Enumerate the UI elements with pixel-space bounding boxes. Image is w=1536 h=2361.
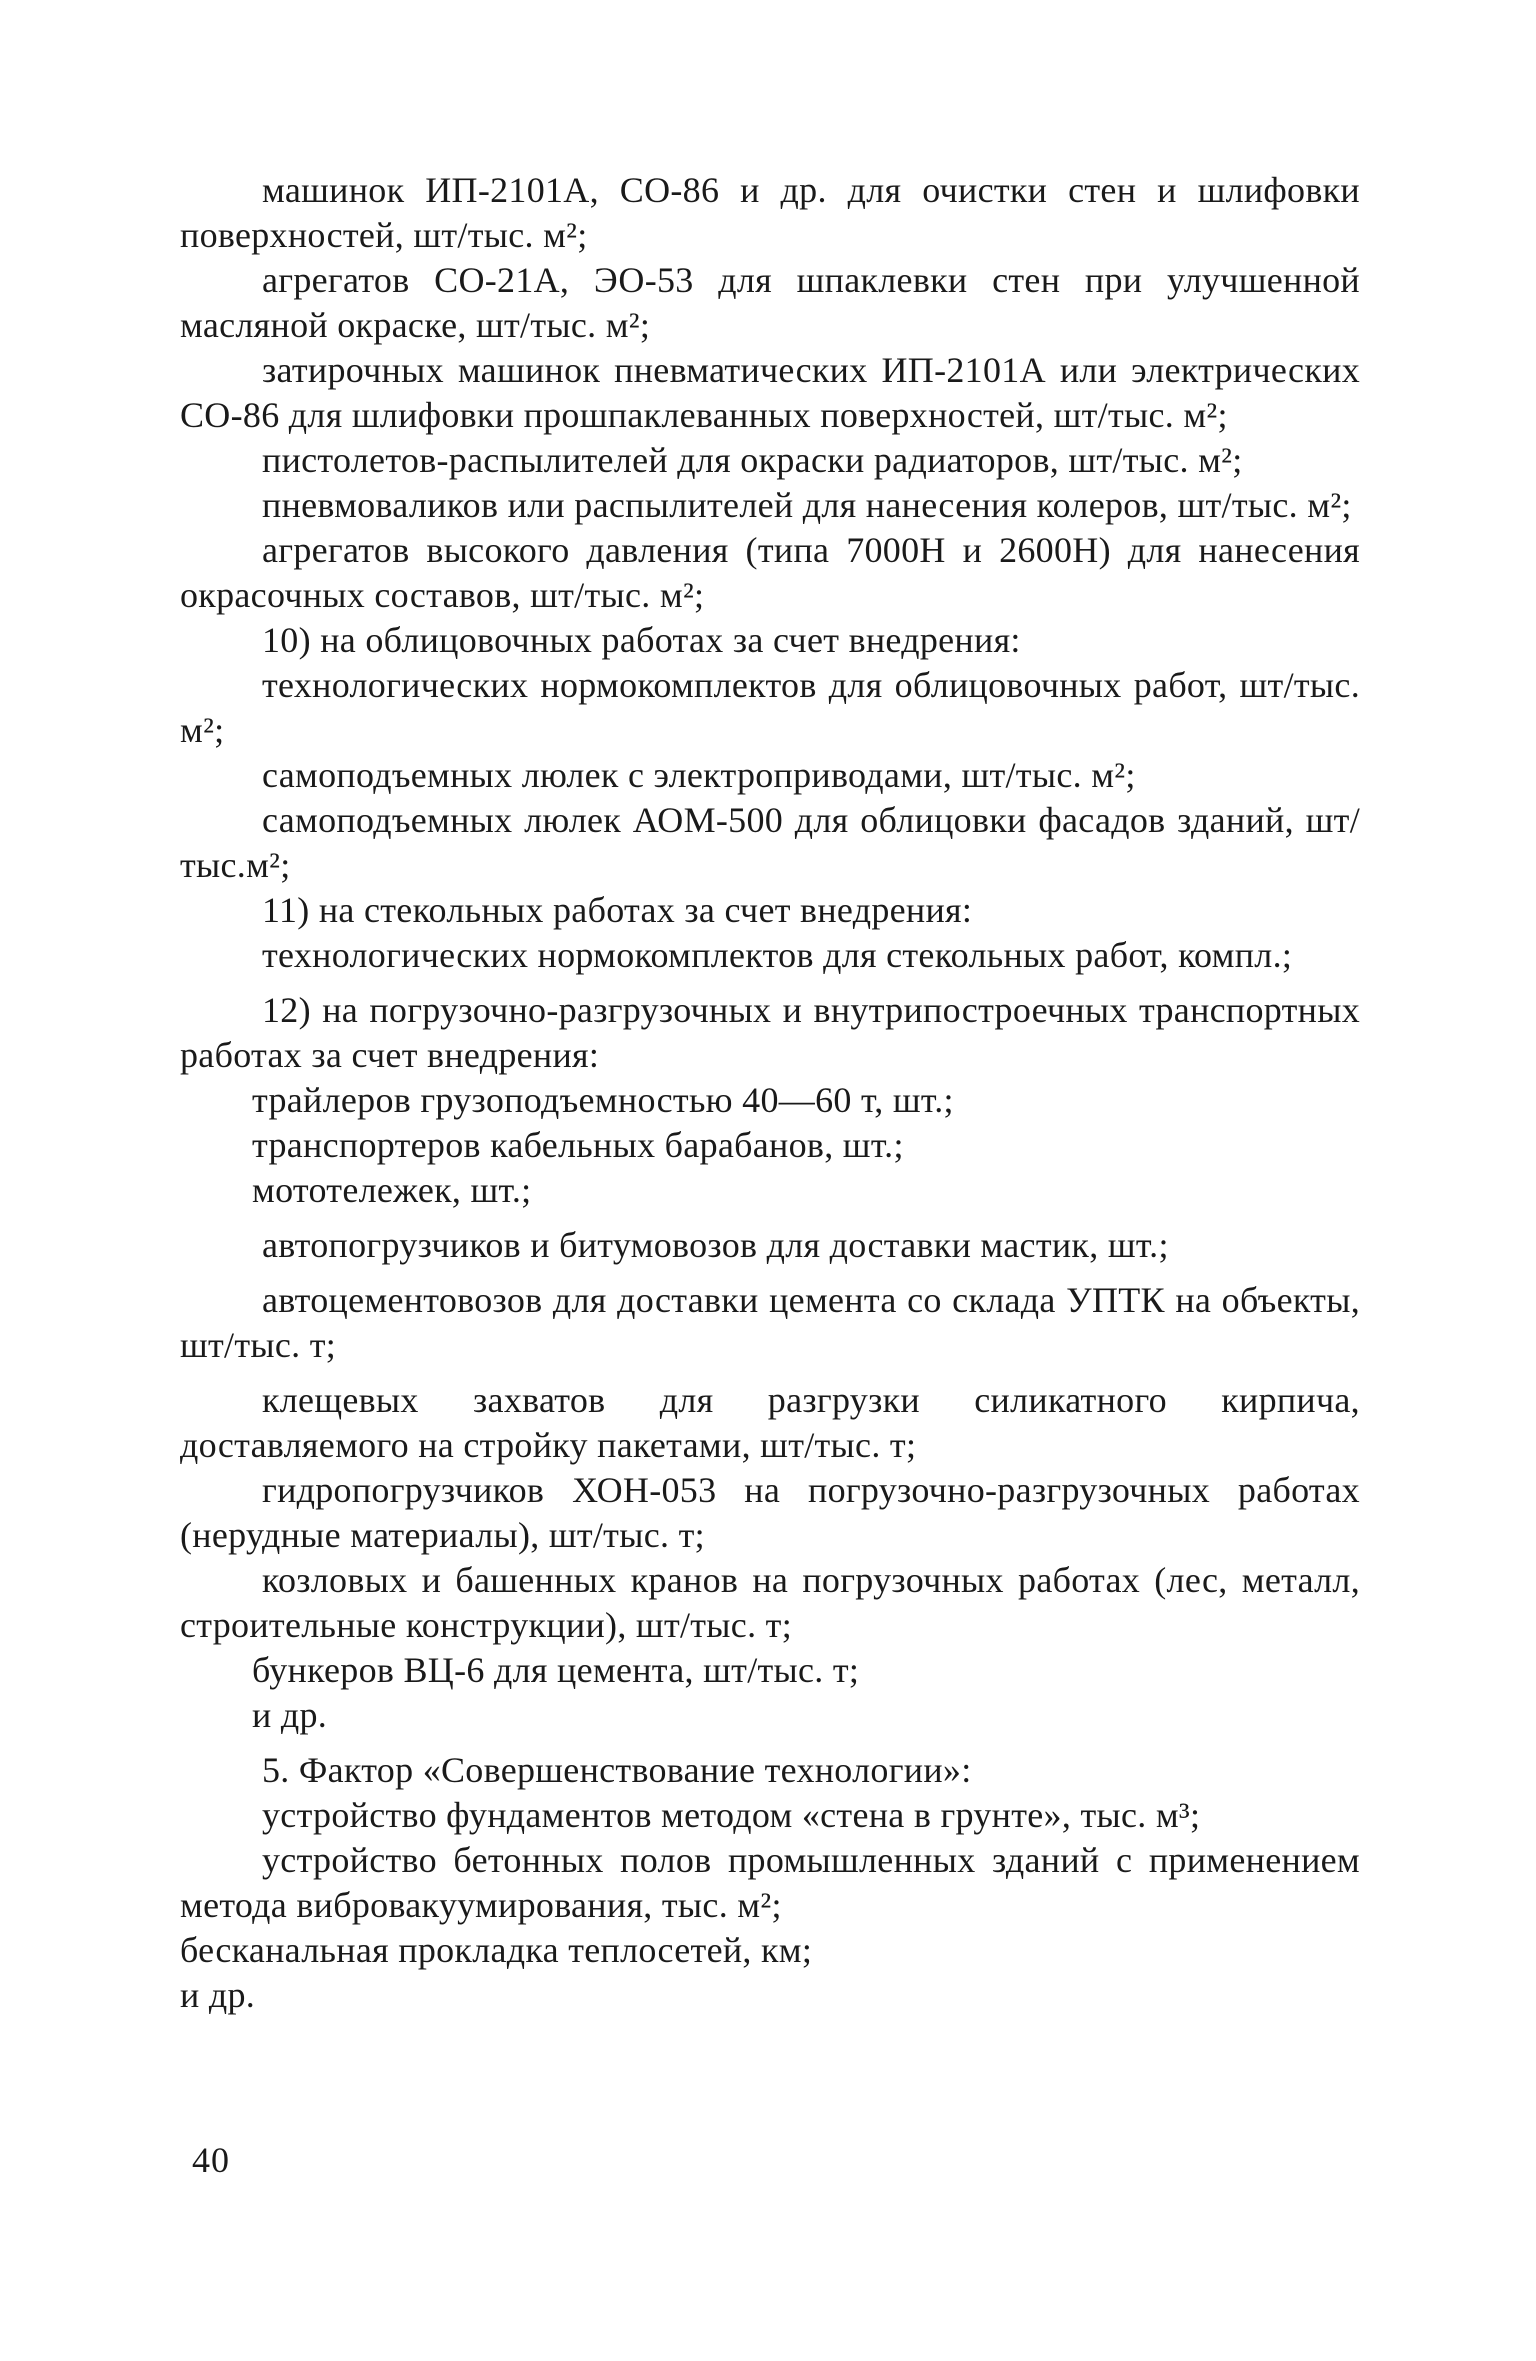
paragraph: устройство бетонных полов промышленных зданий с применением метода вибровакуумирования, тыс. м²; bbox=[180, 1840, 1360, 1925]
paragraph: клещевых захватов для разгрузки силикатного кирпича, доставляемого на стройку пакетами, шт/тыс. т; bbox=[180, 1380, 1360, 1465]
paragraph: трайлеров грузоподъемностью 40—60 т, шт.; bbox=[252, 1080, 954, 1120]
paragraph: технологических нормокомплектов для стекольных работ, компл.; bbox=[262, 935, 1293, 975]
paragraph: 11) на стекольных работах за счет внедрения: bbox=[262, 890, 973, 930]
paragraph: бункеров ВЦ-6 для цемента, шт/тыс. т; bbox=[252, 1650, 860, 1690]
paragraph: мототележек, шт.; bbox=[252, 1170, 532, 1210]
document-body bbox=[180, 168, 1360, 2018]
paragraph: и др. bbox=[180, 1975, 256, 2015]
paragraph: гидропогрузчиков ХОН-053 на погрузочно-разгрузочных работах (нерудные материалы), шт/тыс. т; bbox=[180, 1470, 1360, 1555]
paragraph: пневмоваликов или распылителей для нанесения колеров, шт/тыс. м²; bbox=[262, 485, 1352, 525]
paragraph: 12) на погрузочно-разгрузочных и внутрипостроечных транспортных работах за счет внедрения: bbox=[180, 990, 1360, 1075]
paragraph: самоподъемных люлек с электроприводами, шт/тыс. м²; bbox=[262, 755, 1136, 795]
paragraph: пистолетов-распылителей для окраски радиаторов, шт/тыс. м²; bbox=[262, 440, 1243, 480]
page-number: 40 bbox=[192, 2140, 230, 2180]
paragraph: бесканальная прокладка теплосетей, км; bbox=[180, 1930, 813, 1970]
paragraph: козловых и башенных кранов на погрузочных работах (лес, металл, строительные конструкции), шт/тыс. т; bbox=[180, 1560, 1360, 1645]
paragraph: 10) на облицовочных работах за счет внедрения: bbox=[262, 620, 1021, 660]
paragraph: агрегатов СО-21А, ЭО-53 для шпаклевки стен при улучшенной масляной окраске, шт/тыс. м²; bbox=[180, 260, 1360, 345]
paragraph: технологических нормокомплектов для облицовочных работ, шт/тыс. м²; bbox=[180, 665, 1360, 750]
paragraph: транспортеров кабельных барабанов, шт.; bbox=[252, 1125, 904, 1165]
section-heading: 5. Фактор «Совершенствование технологии»: bbox=[262, 1750, 972, 1790]
paragraph: автопогрузчиков и битумовозов для доставки мастик, шт.; bbox=[262, 1225, 1169, 1265]
paragraph: самоподъемных люлек АОМ-500 для облицовки фасадов зданий, шт/тыс.м²; bbox=[180, 800, 1360, 885]
paragraph: автоцементовозов для доставки цемента со склада УПТК на объекты, шт/тыс. т; bbox=[180, 1280, 1360, 1365]
paragraph: затирочных машинок пневматических ИП-2101А или электрических СО-86 для шлифовки прошпаклеванных поверхностей, шт/тыс. м²; bbox=[180, 350, 1360, 435]
paragraph: агрегатов высокого давления (типа 7000Н и 2600Н) для нанесения окрасочных составов, шт/тыс. м²; bbox=[180, 530, 1360, 615]
paragraph: устройство фундаментов методом «стена в грунте», тыс. м³; bbox=[262, 1795, 1201, 1835]
paragraph: и др. bbox=[252, 1695, 328, 1735]
paragraph: машинок ИП-2101А, СО-86 и др. для очистки стен и шлифовки поверхностей, шт/тыс. м²; bbox=[180, 170, 1360, 255]
